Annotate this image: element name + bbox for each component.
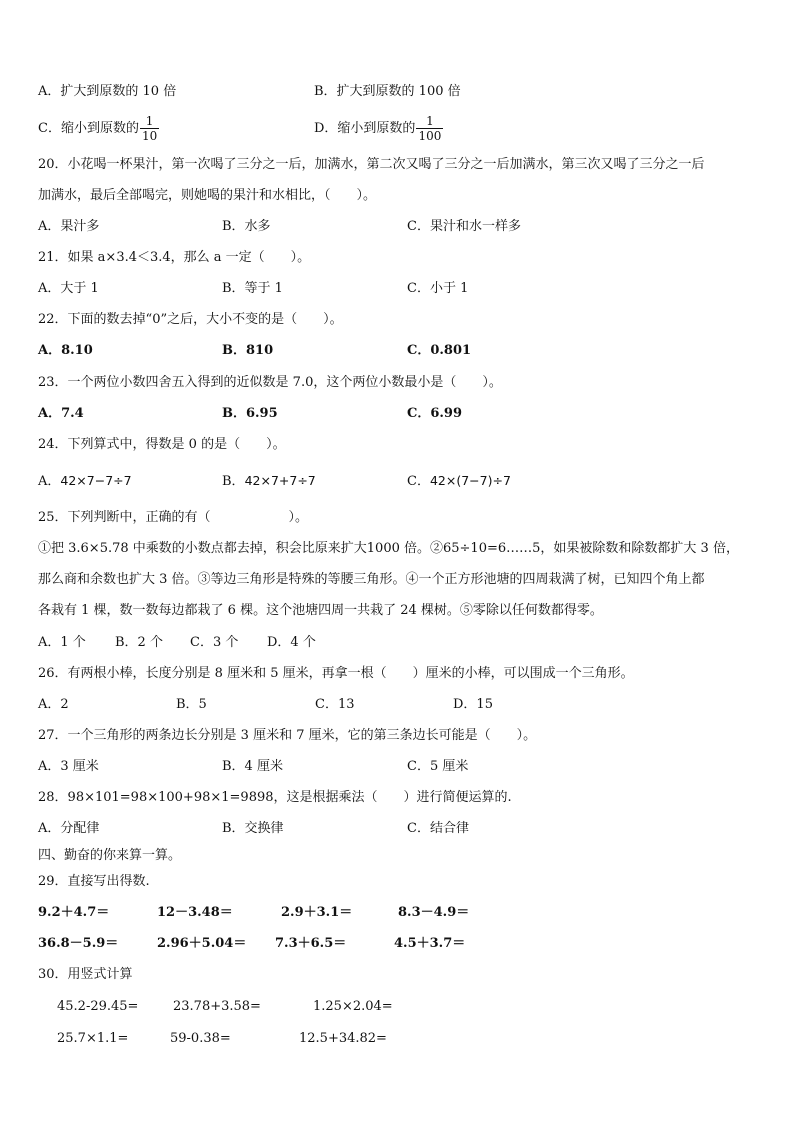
q23-option-b: B．6.95 [222,406,278,421]
q26-stem: 26．有两根小棒，长度分别是 8 厘米和 5 厘米，再拿一根（ ）厘米的小棒，可以围成一个三角形。 [38,666,634,681]
fraction-numerator: 1 [426,114,434,128]
q27-option-a: A．3 厘米 [38,759,99,774]
q30-item: 45.2-29.45= [57,999,139,1014]
q24-option-c-expression: 42×(7−7)÷7 [429,473,511,488]
q19-option-c [38,114,159,143]
q29-item: 8.3－4.9＝ [398,905,470,920]
q19-option-d [314,114,443,143]
q28-stem: 28．98×101=98×100+98×1=9898，这是根据乘法（ ）进行简便运算的. [38,790,512,805]
q22-option-a: A．8.10 [38,343,93,358]
q28-option-a: A．分配律 [38,821,100,836]
q28-option-c: C．结合律 [407,821,469,836]
q22-stem: 22．下面的数去掉“0”之后，大小不变的是（ ）。 [38,312,343,327]
q28-option-b: B．交换律 [222,821,284,836]
fraction-numerator: 1 [145,114,154,128]
q29-item: 9.2＋4.7＝ [38,905,110,920]
section-4-title: 四、勤奋的你来算一算。 [38,848,182,863]
q24-option-b [222,473,316,490]
q20-option-a: A．果汁多 [38,219,100,234]
q29-item: 7.3＋6.5＝ [275,936,347,951]
q29-item: 36.8－5.9＝ [38,936,119,951]
q26-option-b: B．5 [176,697,207,712]
q24-stem: 24．下列算式中，得数是 0 的是（ ）。 [38,437,286,452]
q30-item: 12.5+34.82= [299,1031,387,1046]
q21-option-a: A．大于 1 [38,281,99,296]
q19-option-b: B．扩大到原数的 100 倍 [314,84,461,99]
q24-option-b-expression: 42×7+7÷7 [244,473,316,488]
q27-option-b: B．4 厘米 [222,759,283,774]
q24-option-a-label: A． [38,474,61,489]
q20-option-c: C．果汁和水一样多 [407,219,521,234]
q25-option-c: C．3 个 [190,635,239,650]
q29-item: 2.96＋5.04＝ [157,936,247,951]
q24-option-c [407,473,511,490]
q24-option-b-label: B． [222,474,245,489]
q26-option-d: D．15 [453,697,493,712]
fraction-denominator: 100 [418,129,442,143]
q30-stem: 30．用竖式计算 [38,967,133,982]
q29-item: 2.9＋3.1＝ [281,905,353,920]
q30-item: 23.78+3.58= [173,999,261,1014]
q27-stem: 27．一个三角形的两条边长分别是 3 厘米和 7 厘米，它的第三条边长可能是（ ）。 [38,728,537,743]
q19-option-a: A．扩大到原数的 10 倍 [38,84,177,99]
q30-item: 1.25×2.04= [313,999,393,1014]
q25-option-a: A．1 个 [38,635,86,650]
q25-stem: 25．下列判断中，正确的有（ ）。 [38,510,309,525]
q25-option-d: D．4 个 [267,635,316,650]
q23-option-a: A．7.4 [38,406,84,421]
fraction-denominator: 10 [141,129,158,143]
q19-option-d-text: D．缩小到原数的 [314,121,416,136]
q21-option-b: B．等于 1 [222,281,283,296]
q21-stem: 21．如果 a×3.4＜3.4，那么 a 一定（ ）。 [38,250,311,265]
q25-option-b: B．2 个 [115,635,163,650]
q22-option-c: C．0.801 [407,343,472,358]
q22-option-b: B．810 [222,343,274,358]
q25-statement-line-1: ①把 3.6×5.78 中乘数的小数点都去掉，积会比原来扩大1000 倍。②65÷10=6……5，如果被除数和除数都扩大 3 倍， [38,541,739,556]
q19-option-c-fraction [140,114,159,143]
q19-option-c-text: C．缩小到原数的 [38,121,139,136]
q24-option-a [38,473,132,490]
q21-option-c: C．小于 1 [407,281,469,296]
q23-option-c: C．6.99 [407,406,463,421]
q26-option-c: C．13 [315,697,355,712]
q29-item: 12－3.48＝ [157,905,233,920]
q19-option-d-fraction [416,114,443,143]
q25-statement-line-3: 各栽有 1 棵，数一数每边都栽了 6 棵。这个池塘四周一共栽了 24 棵树。⑤零除以任何数都得零。 [38,603,603,618]
q27-option-c: C．5 厘米 [407,759,469,774]
q24-option-c-label: C． [407,474,430,489]
q20-option-b: B．水多 [222,219,271,234]
q20-stem-line-2: 加满水，最后全部喝完，则她喝的果汁和水相比，（ ）。 [38,188,377,203]
q29-stem: 29．直接写出得数. [38,874,150,889]
q29-item: 4.5＋3.7＝ [394,936,466,951]
q20-stem-line-1: 20．小花喝一杯果汁，第一次喝了三分之一后，加满水，第二次又喝了三分之一后加满水，第三次又喝了三分之一后 [38,157,705,172]
q24-option-a-expression: 42×7−7÷7 [60,473,132,488]
q23-stem: 23．一个两位小数四舍五入得到的近似数是 7.0，这个两位小数最小是（ ）。 [38,375,502,390]
q26-option-a: A．2 [38,697,69,712]
q25-statement-line-2: 那么商和余数也扩大 3 倍。③等边三角形是特殊的等腰三角形。④一个正方形池塘的四周栽满了树，已知四个角上都 [38,572,705,587]
q30-item: 59-0.38= [170,1031,231,1046]
q30-item: 25.7×1.1= [57,1031,129,1046]
